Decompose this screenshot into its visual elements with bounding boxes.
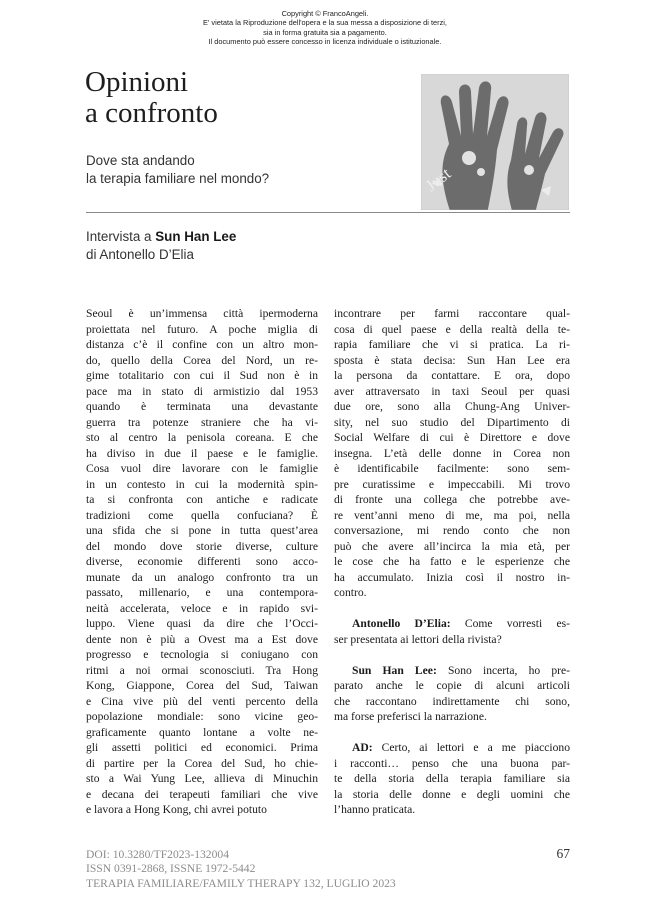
text-line: do, quello della Corea del Nord, un re-	[86, 353, 318, 367]
dialogue-line: Sun Han Lee: Sono incerta, ho pre-	[352, 663, 570, 677]
speaker-label: AD:	[352, 741, 373, 754]
interview-byline	[86, 228, 236, 263]
text-line: distanza c’è il confine con un altro mon-	[86, 338, 318, 351]
text-line: di partire per la Corea del Sud, ho chie-	[86, 756, 318, 770]
text-line: sposta è stata decisa: Sun Han Lee era	[334, 353, 570, 367]
text-line: tradizioni come quella confuciana? È	[86, 508, 318, 522]
text-line: può che avere all’incirca la mia età, per	[334, 539, 570, 553]
section-title	[85, 67, 218, 129]
text-line: Kong, Giappone, Corea del Sud, Taiwan	[86, 679, 318, 692]
text-line: luppo. Viene quasi da dire che l’Occi-	[86, 617, 318, 630]
text-line: re vent’anni meno di me, ma poi, nella	[334, 508, 570, 522]
copyright-notice	[0, 9, 650, 47]
paragraph-gap	[334, 647, 570, 663]
section-title-line: Opinioni	[85, 66, 189, 98]
text-line: progresso e tecnologia si coniugano con	[86, 648, 318, 661]
copyright-line: Copyright © FrancoAngeli.	[281, 9, 369, 18]
text-line: in un contesto in cui la modernità spin-	[86, 477, 318, 491]
text-line: parato anche le copie di alcuni articoli	[334, 679, 570, 692]
hand-prints-image	[421, 74, 569, 210]
text-line: insegna. L’età delle donne in Corea non	[334, 446, 570, 460]
text-line: gli assetti politici ed economici. Prima	[86, 741, 318, 754]
text-line: del mondo dove storie diverse, culture	[86, 539, 318, 553]
subtitle-line: Dove sta andando	[86, 153, 195, 168]
section-title-line: a confronto	[85, 97, 218, 129]
dialogue-line: AD: Certo, ai lettori e a me piacciono	[352, 741, 570, 754]
svg-text:Just: Just	[421, 163, 455, 196]
text-line: sto al centro la penisola coreana. E che	[86, 431, 318, 444]
text-line: quando è terminata una devastante	[86, 400, 318, 413]
left-column	[86, 306, 318, 818]
text-line: rapia familiare che vi si pratica. La ri-	[334, 338, 570, 351]
text-line: guerra tra potenze straniere che ha vi-	[86, 415, 318, 429]
section-subtitle	[86, 152, 269, 187]
text-line: cosa di quel paese e della realtà della te-	[334, 322, 570, 336]
paragraph-gap	[334, 725, 570, 741]
footer-issn: ISSN 0391-2868, ISSNE 1972-5442	[86, 862, 256, 876]
text-line: aver attraversato in taxi Seoul per quasi	[334, 384, 570, 398]
text-line: Cosa vuol dire lavorare con le famiglie	[86, 462, 318, 475]
text-line: ser presentata ai lettori della rivista?	[334, 632, 502, 646]
text-line: incontrare per farmi raccontare qual-	[334, 307, 570, 320]
right-column	[334, 306, 570, 818]
text-line: è identificabile facilmente: sono sem-	[334, 462, 570, 475]
text-line: te della storia della terapia familiare sia	[334, 772, 570, 785]
subtitle-line: la terapia familiare nel mondo?	[86, 170, 270, 186]
text-line: ta si confronta con antiche e radicate	[86, 493, 318, 506]
speaker-label: Antonello D’Elia:	[352, 617, 451, 630]
text-line: una sfida che si pone in tutta quest’area	[86, 524, 318, 537]
copyright-line: sia in forma gratuita sia a pagamento.	[263, 27, 387, 37]
text-line: due ore, sono alla Chung-Ang Univer-	[334, 400, 570, 413]
text-line: neità accelerata, veloce e in rapido svi-	[86, 601, 318, 615]
text-line: la persona da contattare. E ora, dopo	[334, 369, 570, 382]
text-line: e Cina vive più del venti percento della	[86, 694, 318, 708]
footer-journal: TERAPIA FAMILIARE/FAMILY THERAPY 132, LUGLIO 2023	[86, 876, 396, 890]
dialogue-line: Antonello D’Elia: Come vorresti es-	[352, 617, 570, 630]
text-line: proiettata nel futuro. A poche miglia di	[86, 322, 318, 336]
text-line: l’hanno praticata.	[334, 803, 416, 816]
text-line: ritmi a noi ormai sconosciuti. Tra Hong	[86, 663, 318, 677]
text-line: ma forse preferisci la narrazione.	[334, 710, 487, 723]
text-line: ha accumulato. Inizia così il nostro in-	[334, 570, 570, 584]
text-line: munate da un analogo confronto tra un	[86, 570, 318, 584]
interview-author: di Antonello D’Elia	[86, 246, 194, 262]
text-line: la storia delle donne e degli uomini che	[334, 787, 570, 801]
text-line: di fronte una collega che potrebbe ave-	[334, 493, 570, 506]
header-divider	[86, 212, 570, 213]
hand-prints-graphic	[421, 74, 569, 210]
text-line: sto a Wai Yung Lee, allieva di Minuchin	[86, 772, 318, 785]
footer-meta	[86, 848, 396, 891]
text-line: e decana dei terapeuti familiari che vive	[86, 787, 318, 801]
text-line: pace ma in stato di armistizio dal 1953	[86, 384, 318, 398]
text-line: popolazione mondiale: sono vicine geo-	[86, 710, 318, 723]
interview-line	[86, 228, 236, 246]
text-line: gime totalitario con cui il Sud non è in	[86, 369, 318, 382]
text-line: i racconti… penso che una buona par-	[334, 756, 570, 770]
text-line: che raccontano indirettamente chi sono,	[334, 694, 570, 708]
copyright-line: E' vietata la Riproduzione dell'opera e la sua messa a disposizione di terzi,	[203, 18, 447, 28]
text-line: diverse, economie differenti sono acco-	[86, 555, 318, 568]
interviewee-name: Sun Han Lee	[155, 229, 237, 244]
interview-prefix: Intervista a	[86, 229, 156, 244]
text-line: passato, millenario, e una contempora-	[86, 586, 318, 599]
footer-doi: DOI: 10.3280/TF2023-132004	[86, 848, 229, 861]
text-line: sity, nel suo studio del Dipartimento di	[334, 415, 570, 429]
text-line: ha diviso in due il paese e le famiglie.	[86, 446, 318, 460]
text-line: contro.	[334, 586, 367, 599]
paragraph-gap	[334, 601, 570, 617]
text-line: pre curatissime e impeccabili. Mi trovo	[334, 477, 570, 491]
copyright-line: Il documento può essere concesso in licenza individuale o istituzionale.	[208, 37, 442, 47]
text-line: conversazione, mi rendo conto che non	[334, 524, 570, 537]
text-line: Social Welfare di cui è Direttore e dove	[334, 431, 570, 444]
text-line: le cose che ha fatto e le esperienze che	[334, 555, 570, 568]
text-line: e lavora a Hong Kong, chi avrei potuto	[86, 803, 267, 816]
text-line: Seoul è un’immensa città ipermoderna	[86, 307, 318, 320]
page-number: 67	[556, 846, 570, 861]
text-line: graficamente quanto lontane a volte ne-	[86, 725, 318, 739]
text-line: dente non è più a Ovest ma a Est dove	[86, 632, 318, 646]
speaker-label: Sun Han Lee:	[352, 663, 437, 677]
